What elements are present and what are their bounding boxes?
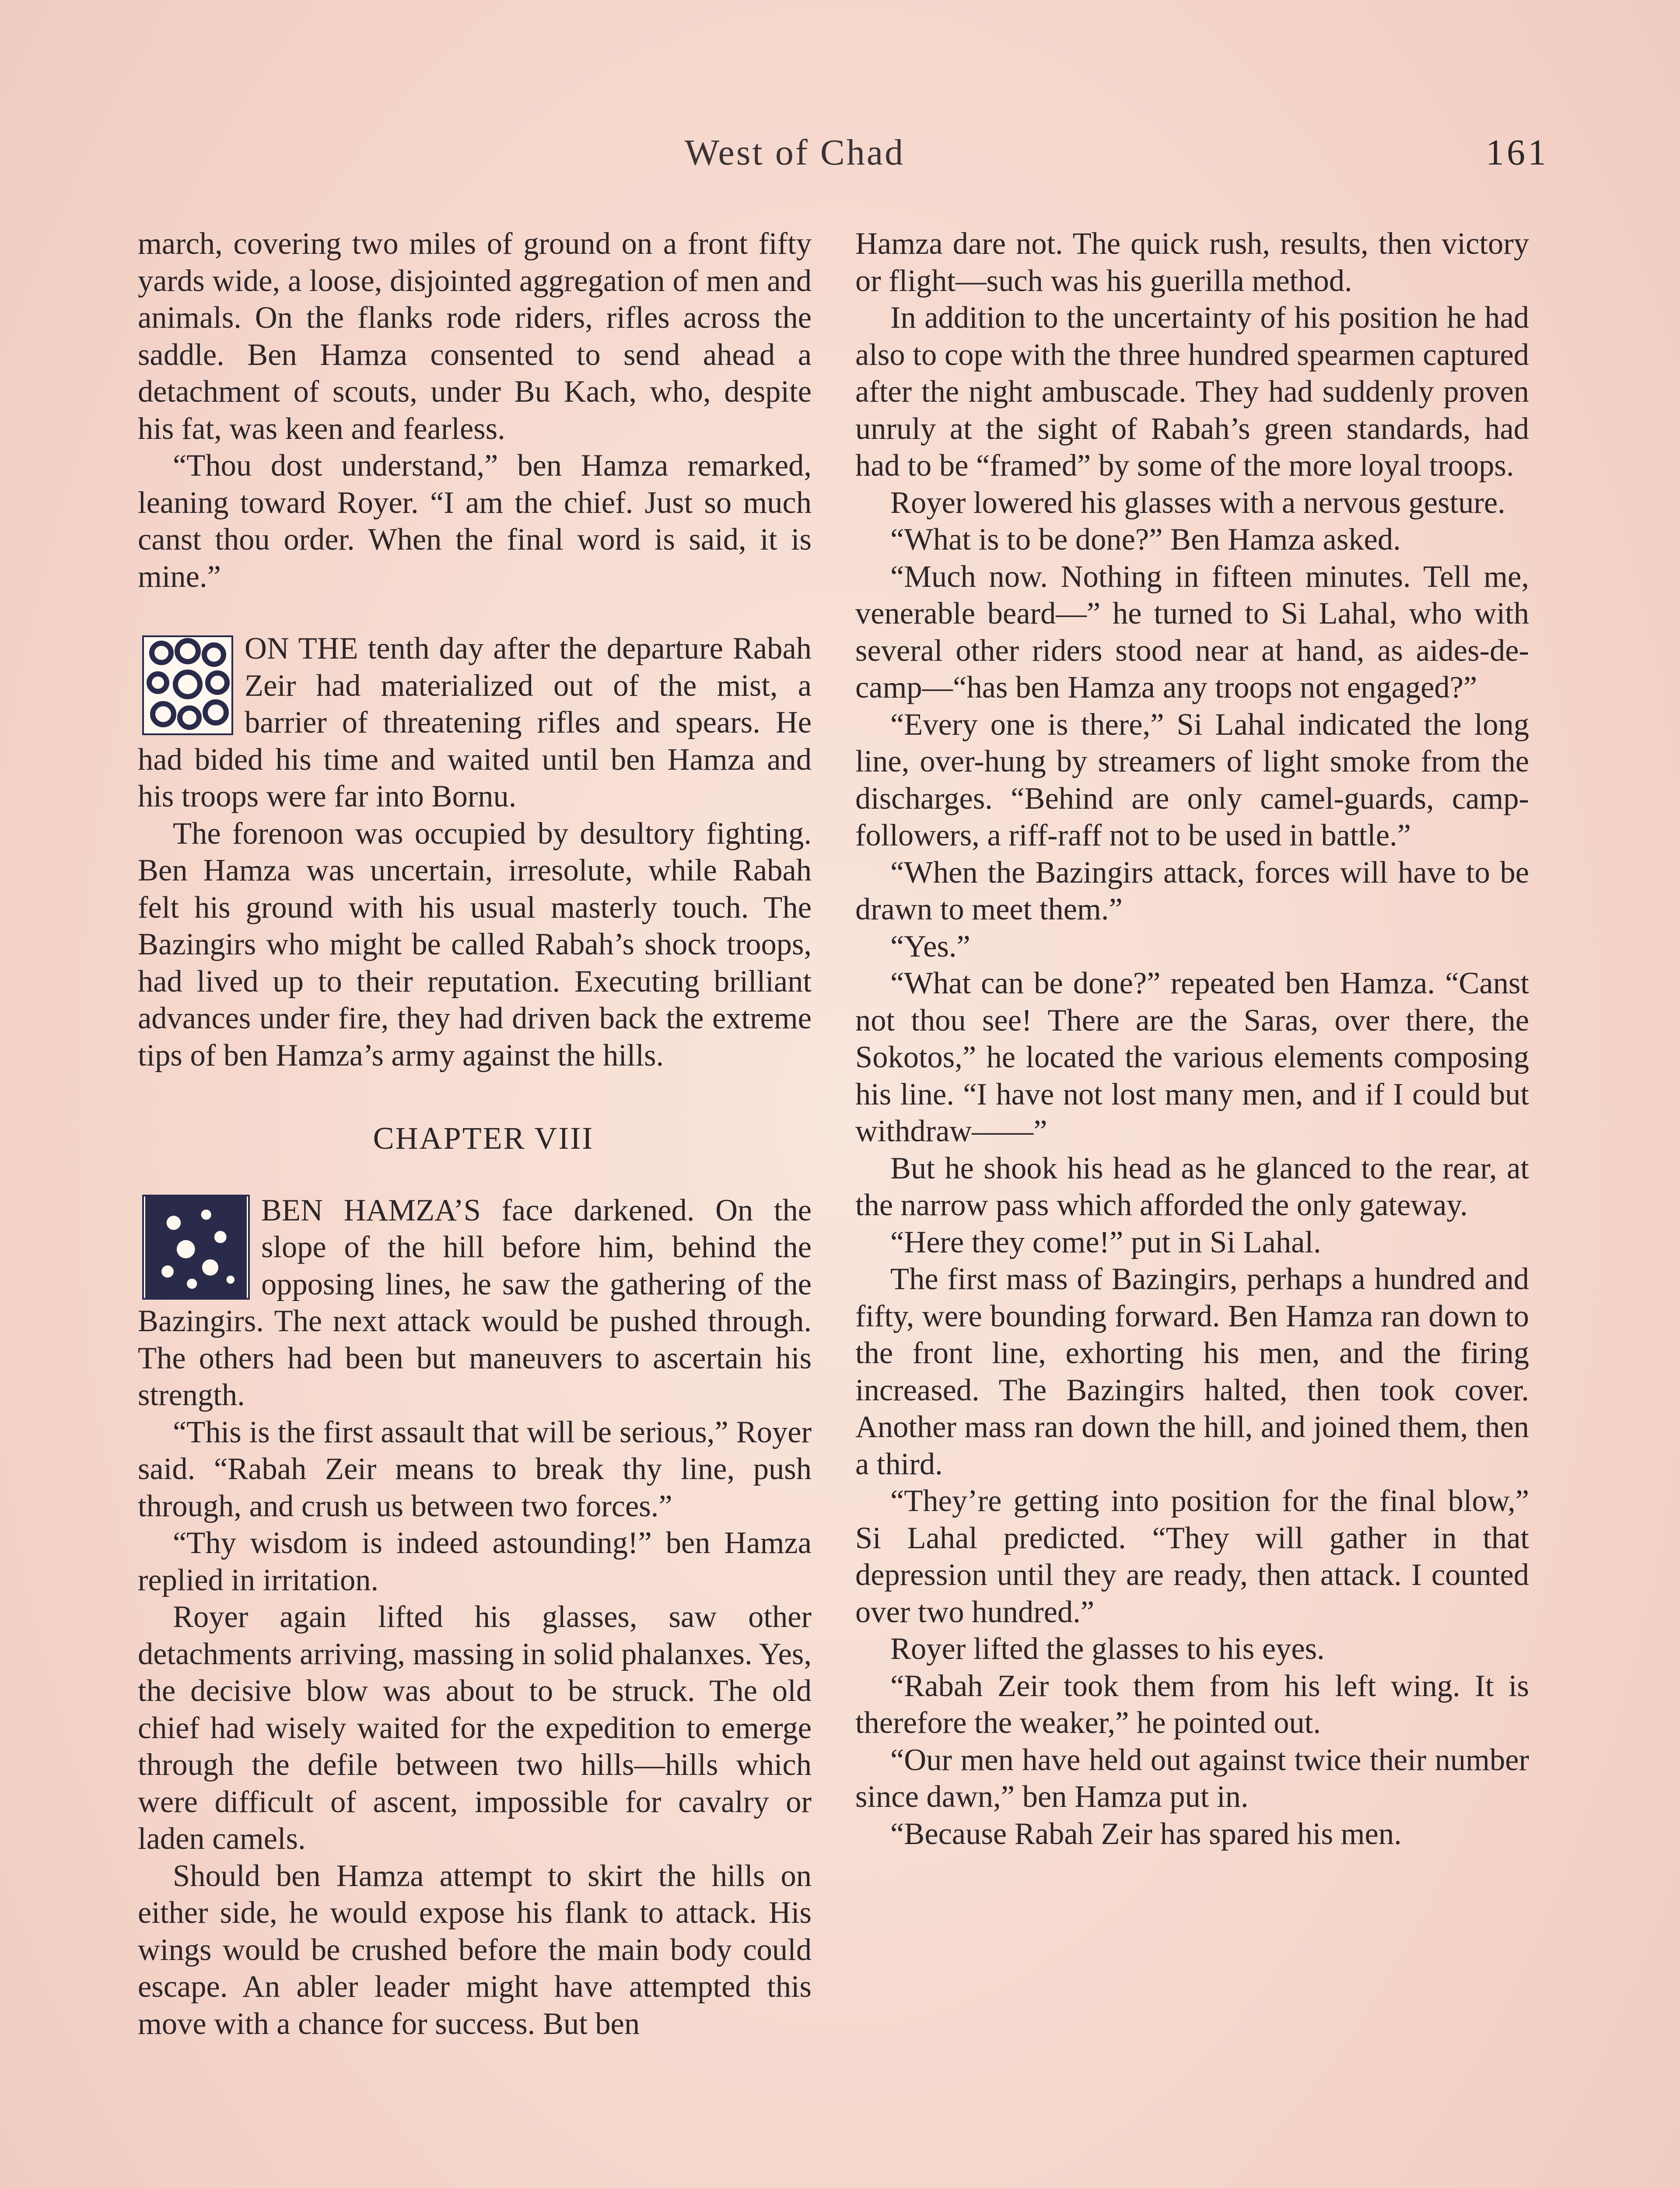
paragraph: Should ben Hamza attempt to skirt the hills on either side, he would expose his flank to attack. His wings would be crushed before the main body could escape. An abler leader might have attempted this move with a chance for success. But ben — [138, 1858, 812, 2041]
right-column — [855, 225, 1529, 1852]
paragraph: The forenoon was occupied by desultory fighting. Ben Hamza was uncertain, irresolute, while Rabah felt his ground with his usual masterly touch. The Bazingirs who might be called Rabah’s shock troops, had lived up to their reputation. Executing brilliant advances under fire, they had driven back the extreme tips of ben Hamza’s army against the hills. — [138, 816, 812, 1073]
paragraph: “When the Bazingirs attack, forces will have to be drawn to meet them.” — [855, 855, 1529, 926]
paragraph: march, covering two miles of ground on a front fifty yards wide, a loose, disjointed aggregation of men and animals. On the flanks rode riders, rifles across the saddle. Ben Hamza consented to send ahead a detachment of scouts, under Bu Kach, who, despite his fat, was keen and fearless. — [138, 227, 812, 446]
chapter-opening — [138, 1192, 812, 1414]
paragraph: “They’re getting into position for the final blow,” Si Lahal predicted. “They will gather in that depression until they are ready, then attack. I counted over two hundred.” — [855, 1484, 1529, 1629]
section-break — [138, 630, 812, 815]
paragraph: “Much now. Nothing in fifteen minutes. Tell me, venerable beard—” he turned to Si Lahal, who with several other riders stood near at hand, as aides-de-camp—“has ben Hamza any troops not engaged?” — [855, 559, 1529, 705]
paragraph: “Because Rabah Zeir has spared his men. — [890, 1816, 1402, 1851]
paragraph: “What is to be done?” Ben Hamza asked. — [890, 522, 1401, 557]
paragraph: “Thou dost understand,” ben Hamza remarked, leaning toward Royer. “I am the chief. Just so much canst thou order. When the final word is said, it is mine.” — [138, 449, 812, 594]
paragraph: The first mass of Bazingirs, perhaps a hundred and fifty, were bounding forward. Ben Hamza ran down to the front line, exhorting his men, and the firing increased. The Bazingirs halted, then took cover. Another mass ran down the hill, and joined them, then a third. — [855, 1262, 1529, 1481]
paragraph: Royer lifted the glasses to his eyes. — [890, 1632, 1325, 1666]
left-column — [138, 225, 812, 2042]
paragraph: “Every one is there,” Si Lahal indicated the long line, over-hung by streamers of light smoke from the discharges. “Behind are only camel-guards, camp-followers, a riff-raff not to be used in battle.” — [855, 707, 1529, 852]
page-number: 161 — [1486, 132, 1549, 173]
paragraph: BEN HAMZA’S face darkened. On the slope of the hill before him, behind the opposing lines, he saw the gathering of the Bazingirs. The next attack would be pushed through. The others had been but maneuvers to ascertain his strength. — [138, 1193, 812, 1412]
paragraph: In addition to the uncertainty of his position he had also to cope with the three hundred spearmen captured after the night ambuscade. They had suddenly proven unruly at the sight of Rabah’s green standards, had had to be “framed” by some of the more loyal troops. — [855, 301, 1529, 483]
paragraph: “What can be done?” repeated ben Hamza. “Canst not thou see! There are the Saras, over there, the Sokotos,” he located the various elements composing his line. “I have not lost many men, and if I could but withdraw——” — [855, 966, 1529, 1148]
chapter-heading: CHAPTER VIII — [373, 1121, 594, 1156]
paragraph: “Thy wisdom is indeed astounding!” ben Hamza replied in irritation. — [138, 1526, 812, 1597]
paragraph: Royer again lifted his glasses, saw other detachments arriving, massing in solid phalanxes. Yes, the decisive blow was about to be struck. The old chief had wisely waited for the expedition to emerge through the defile between two hills—hills which were difficult of ascent, impossible for cavalry or laden camels. — [138, 1600, 812, 1856]
paragraph: “Our men have held out against twice their number since dawn,” ben Hamza put in. — [855, 1743, 1529, 1814]
ornamental-initial-o-icon — [142, 635, 233, 735]
paragraph: “Here they come!” put in Si Lahal. — [890, 1225, 1321, 1259]
paragraph: Hamza dare not. The quick rush, results, then victory or flight—such was his guerilla method. — [855, 227, 1529, 298]
running-title: West of Chad — [685, 132, 905, 173]
ornamental-initial-b-icon — [142, 1195, 250, 1300]
paragraph: But he shook his head as he glanced to the rear, at the narrow pass which afforded the only gateway. — [855, 1151, 1529, 1222]
paragraph: “Rabah Zeir took them from his left wing. It is therefore the weaker,” he pointed out. — [855, 1669, 1529, 1740]
paragraph: “This is the first assault that will be serious,” Royer said. “Rabah Zeir means to break thy line, push through, and crush us between two forces.” — [138, 1415, 812, 1523]
paragraph: Royer lowered his glasses with a nervous gesture. — [890, 485, 1505, 520]
paragraph: ON THE tenth day after the departure Rabah Zeir had materialized out of the mist, a barrier of threatening rifles and spears. He had bided his time and waited until ben Hamza and his troops were far into Bornu. — [138, 631, 812, 813]
paragraph: “Yes.” — [890, 929, 970, 964]
